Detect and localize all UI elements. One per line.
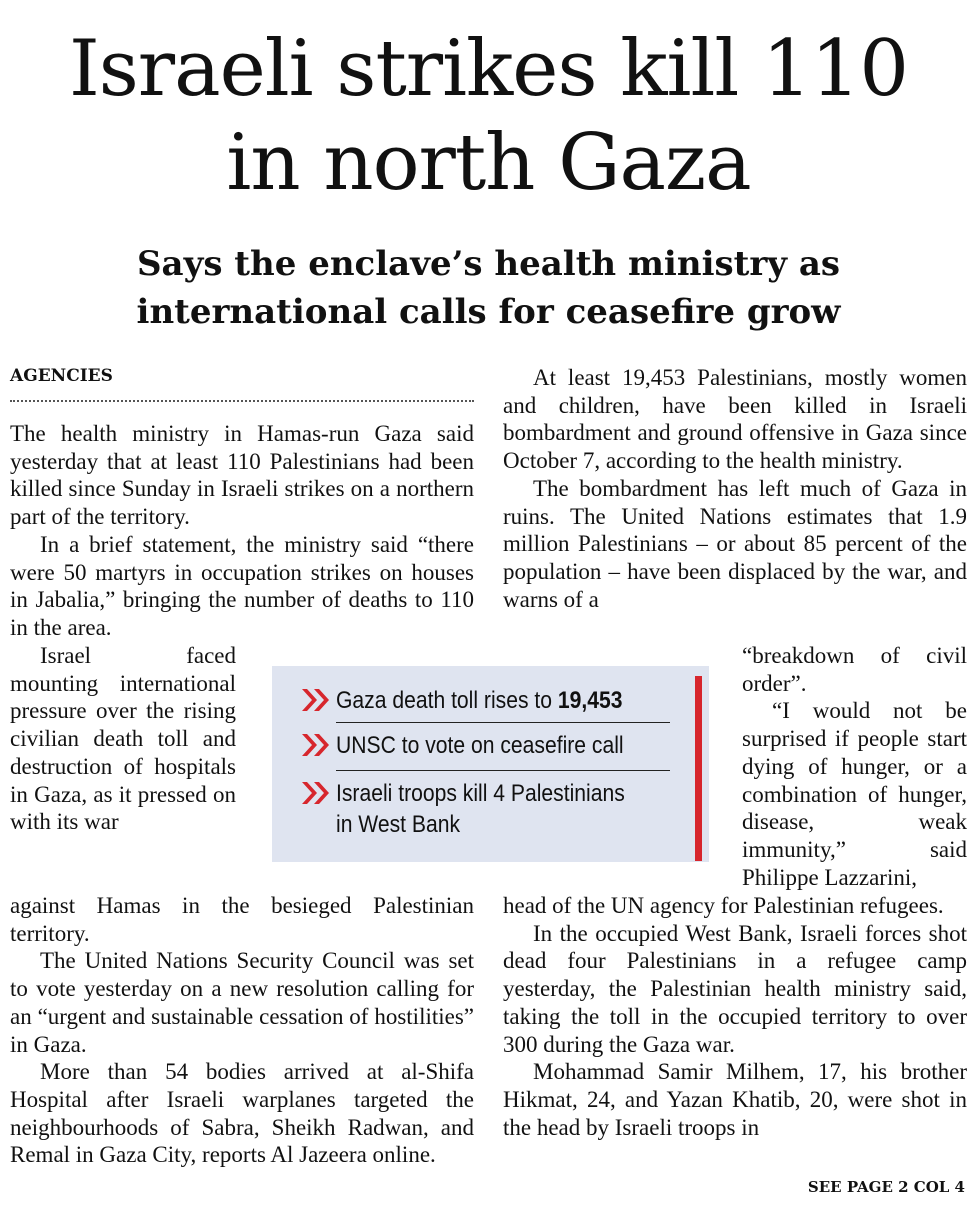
right-column-bottom [503,892,967,1141]
highlight-text-line2: in West Bank [336,811,461,838]
headline-line2: in north Gaza [226,118,751,208]
highlight-item [300,730,690,761]
right-column-top [503,364,967,613]
highlight-text: Gaza death toll rises to [336,687,558,714]
subheadline [0,240,977,336]
headline-line1: Israeli strikes kill 110 [68,24,909,114]
paragraph: head of the UN agency for Palestinian refugees. [503,893,944,918]
continuation-note: SEE PAGE 2 COL 4 [807,1178,965,1196]
paragraph: Israel faced mounting international pressure over the rising civilian death toll and destruction of hospitals in Gaza, as it pressed on with its war [10,643,236,835]
highlight-divider [336,770,670,771]
highlight-text: UNSC to vote on ceasefire call [336,732,624,759]
left-column-wrap [10,642,236,836]
left-column-bottom [10,892,474,1169]
double-chevron-icon [300,779,332,807]
double-chevron-icon [300,686,332,714]
highlight-item [300,685,690,716]
highlight-text-line1: Israeli troops kill 4 Palestinians [336,780,625,807]
paragraph: “breakdown of civil order”. [742,643,967,696]
subhead-line2: international calls for ceasefire grow [136,292,841,332]
byline: AGENCIES [10,366,113,386]
left-column-top [10,420,474,642]
paragraph: In a brief statement, the ministry said “there were 50 martyrs in occupation strikes on houses in Jabalia,” bringing the number of deaths to 110 in the area. [10,531,474,640]
paragraph: Mohammad Samir Milhem, 17, his brother Hikmat, 24, and Yazan Khatib, 20, were shot in the head by Israeli troops in [503,1059,967,1140]
paragraph: The health ministry in Hamas-run Gaza said yesterday that at least 110 Palestinians had been killed since Sunday in Israeli strikes on a northern part of the territory. [10,421,474,530]
double-chevron-icon [300,731,332,759]
highlight-divider [336,722,670,723]
paragraph: More than 54 bodies arrived at al-Shifa Hospital after Israeli warplanes targeted the neighbourhoods of Sabra, Sheikh Radwan, and Remal in Gaza City, reports Al Jazeera online. [10,1059,474,1168]
paragraph: The United Nations Security Council was set to vote yesterday on a new resolution calling for an “urgent and sustainable cessation of hostilities” in Gaza. [10,948,474,1057]
highlights-box [272,666,709,862]
subhead-line1: Says the enclave’s health ministry as [136,244,841,284]
paragraph: At least 19,453 Palestinians, mostly women and children, have been killed in Israeli bombardment and ground offensive in Gaza since October 7, according to the health ministry. [503,365,967,474]
right-column-wrap [742,642,967,891]
highlight-item [300,778,690,840]
paragraph: “I would not be surprised if people start dying of hunger, or a combination of hunger, disease, weak immunity,” said Philippe Lazzarini, [742,698,967,890]
highlight-number: 19,453 [557,687,623,714]
headline [0,22,977,210]
paragraph: The bombardment has left much of Gaza in ruins. The United Nations estimates that 1.9 million Palestinians – or about 85 percent of the population – have been displaced by the war, and warns of a [503,475,967,612]
paragraph: In the occupied West Bank, Israeli forces shot dead four Palestinians in a refugee camp yesterday, the Palestinian health ministry said, taking the toll in the occupied territory to over 300 during the Gaza war. [503,920,967,1057]
byline-divider [10,400,474,402]
paragraph: against Hamas in the besieged Palestinian territory. [10,893,474,946]
accent-bar [695,676,702,861]
